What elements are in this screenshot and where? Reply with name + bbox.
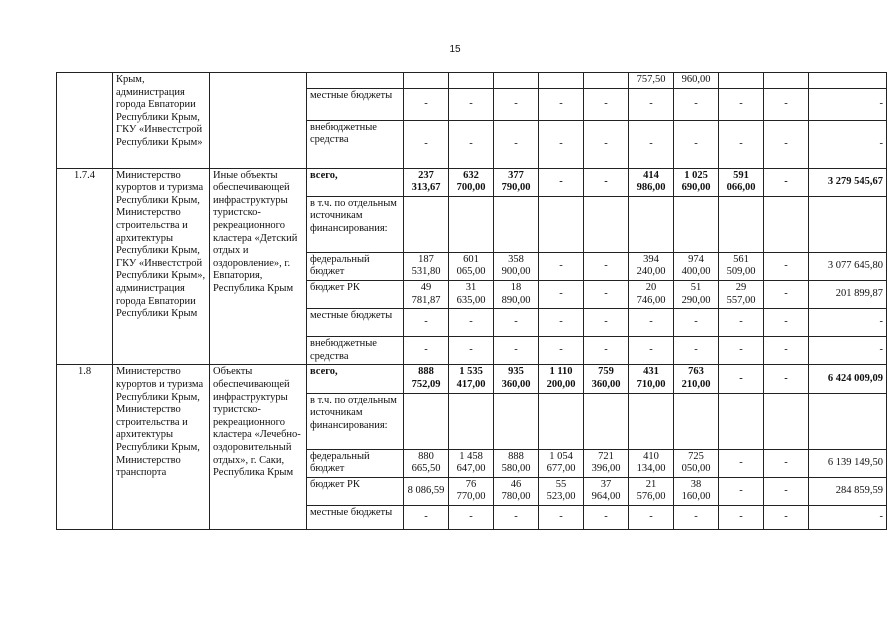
year-value: -	[494, 309, 539, 337]
table-row	[57, 365, 887, 393]
year-value: -	[674, 88, 719, 120]
year-value: -	[629, 309, 674, 337]
total-value	[809, 73, 887, 89]
year-value: -	[449, 337, 494, 365]
year-value: -	[764, 120, 809, 168]
table-row	[57, 168, 887, 196]
year-value	[494, 393, 539, 449]
row-number: 1.8	[57, 365, 113, 530]
executor-cell: Министерство курортов и туризма Республики Крым, Министерство строительства и архитектуры Республики Крым, Министерство транспорта	[113, 365, 210, 530]
year-value: 358 900,00	[494, 252, 539, 280]
year-value: -	[539, 505, 584, 529]
year-value	[764, 196, 809, 252]
year-value: -	[719, 477, 764, 505]
year-value: 721 396,00	[584, 449, 629, 477]
year-value: -	[584, 280, 629, 308]
year-value: 960,00	[674, 73, 719, 89]
year-value: -	[764, 505, 809, 529]
year-value: -	[449, 120, 494, 168]
row-number	[57, 73, 113, 169]
year-value: 1 458 647,00	[449, 449, 494, 477]
year-value: -	[449, 309, 494, 337]
year-value: 757,50	[629, 73, 674, 89]
year-value: -	[764, 309, 809, 337]
year-value: -	[404, 337, 449, 365]
year-value: 46 780,00	[494, 477, 539, 505]
year-value: -	[404, 88, 449, 120]
year-value	[584, 196, 629, 252]
year-value: -	[539, 168, 584, 196]
year-value: 414 986,00	[629, 168, 674, 196]
year-value: -	[404, 120, 449, 168]
year-value: -	[629, 337, 674, 365]
year-value: -	[719, 505, 764, 529]
year-value: -	[674, 337, 719, 365]
object-cell	[210, 73, 307, 169]
object-cell: Объекты обеспечивающей инфраструктуры туристско-рекреационного кластера «Лечебно-оздоровительный отдых», г. Саки, Республика Крым	[210, 365, 307, 530]
total-value: 6 139 149,50	[809, 449, 887, 477]
executor-cell: Министерство курортов и туризма Республики Крым, Министерство строительства и архитектуры Республики Крым, ГКУ «Инвестстрой Республики Крым», администрация города Евпатории Республики Крым	[113, 168, 210, 365]
year-value: 394 240,00	[629, 252, 674, 280]
year-value: -	[764, 252, 809, 280]
year-value: 187 531,80	[404, 252, 449, 280]
financing-table	[56, 72, 887, 530]
year-value	[404, 393, 449, 449]
year-value: 76 770,00	[449, 477, 494, 505]
year-value: -	[539, 337, 584, 365]
total-value: 3 077 645,80	[809, 252, 887, 280]
year-value: 8 086,59	[404, 477, 449, 505]
year-value: -	[719, 309, 764, 337]
year-value	[404, 196, 449, 252]
source-label: местные бюджеты	[307, 309, 404, 337]
year-value: -	[674, 309, 719, 337]
year-value: -	[584, 505, 629, 529]
year-value: 725 050,00	[674, 449, 719, 477]
total-value	[809, 393, 887, 449]
year-value	[539, 393, 584, 449]
year-value	[674, 393, 719, 449]
year-value	[449, 393, 494, 449]
year-value	[539, 73, 584, 89]
year-value: 410 134,00	[629, 449, 674, 477]
year-value: 18 890,00	[494, 280, 539, 308]
year-value: -	[764, 168, 809, 196]
year-value: 49 781,87	[404, 280, 449, 308]
year-value	[584, 393, 629, 449]
table-row	[57, 73, 887, 89]
year-value: -	[584, 337, 629, 365]
year-value: -	[539, 88, 584, 120]
year-value: -	[449, 505, 494, 529]
year-value: 763 210,00	[674, 365, 719, 393]
year-value: -	[719, 337, 764, 365]
year-value	[449, 73, 494, 89]
year-value: 21 576,00	[629, 477, 674, 505]
year-value: -	[719, 120, 764, 168]
year-value	[719, 393, 764, 449]
year-value: -	[494, 120, 539, 168]
year-value	[629, 393, 674, 449]
year-value: 888 752,09	[404, 365, 449, 393]
source-label: внебюджетные средства	[307, 337, 404, 365]
year-value: 1 025 690,00	[674, 168, 719, 196]
total-value: -	[809, 337, 887, 365]
year-value: 935 360,00	[494, 365, 539, 393]
year-value: 1 054 677,00	[539, 449, 584, 477]
year-value	[494, 73, 539, 89]
source-label: бюджет РК	[307, 477, 404, 505]
year-value: -	[584, 168, 629, 196]
year-value	[764, 73, 809, 89]
year-value: -	[764, 280, 809, 308]
total-value: 284 859,59	[809, 477, 887, 505]
total-value: 3 279 545,67	[809, 168, 887, 196]
year-value: 51 290,00	[674, 280, 719, 308]
source-label: в т.ч. по отдельным источникам финансирования:	[307, 196, 404, 252]
year-value: 974 400,00	[674, 252, 719, 280]
year-value: -	[584, 120, 629, 168]
executor-cell: Крым, администрация города Евпатории Республики Крым, ГКУ «Инвестстрой Республики Крым»	[113, 73, 210, 169]
year-value	[449, 196, 494, 252]
object-cell: Иные объекты обеспечивающей инфраструктуры туристско-рекреационного кластера «Детский отдых и оздоровление», г. Евпатория, Республика Крым	[210, 168, 307, 365]
source-label: местные бюджеты	[307, 505, 404, 529]
total-value: -	[809, 505, 887, 529]
source-label: федеральный бюджет	[307, 449, 404, 477]
total-value	[809, 196, 887, 252]
year-value: 1 535 417,00	[449, 365, 494, 393]
year-value: 1 110 200,00	[539, 365, 584, 393]
source-label: федеральный бюджет	[307, 252, 404, 280]
year-value: -	[494, 337, 539, 365]
year-value	[719, 73, 764, 89]
year-value: -	[719, 88, 764, 120]
year-value: -	[764, 449, 809, 477]
row-number: 1.7.4	[57, 168, 113, 365]
source-label: местные бюджеты	[307, 88, 404, 120]
year-value: -	[674, 120, 719, 168]
total-value: 6 424 009,09	[809, 365, 887, 393]
year-value: -	[629, 505, 674, 529]
year-value	[494, 196, 539, 252]
year-value: 880 665,50	[404, 449, 449, 477]
year-value	[539, 196, 584, 252]
year-value: -	[719, 449, 764, 477]
total-value: -	[809, 309, 887, 337]
year-value: 888 580,00	[494, 449, 539, 477]
source-label: внебюджетные средства	[307, 120, 404, 168]
page-number: 15	[449, 44, 461, 55]
year-value: -	[764, 365, 809, 393]
year-value: -	[539, 280, 584, 308]
source-label: бюджет РК	[307, 280, 404, 308]
year-value: -	[719, 365, 764, 393]
year-value: 561 509,00	[719, 252, 764, 280]
source-label	[307, 73, 404, 89]
year-value: -	[764, 88, 809, 120]
year-value: 31 635,00	[449, 280, 494, 308]
year-value	[584, 73, 629, 89]
year-value: 632 700,00	[449, 168, 494, 196]
year-value: -	[764, 477, 809, 505]
year-value: -	[404, 309, 449, 337]
year-value: 38 160,00	[674, 477, 719, 505]
year-value: -	[584, 252, 629, 280]
year-value: 29 557,00	[719, 280, 764, 308]
year-value: -	[584, 309, 629, 337]
year-value: 377 790,00	[494, 168, 539, 196]
year-value: -	[764, 337, 809, 365]
year-value: 601 065,00	[449, 252, 494, 280]
year-value	[404, 73, 449, 89]
year-value: -	[539, 120, 584, 168]
year-value: 759 360,00	[584, 365, 629, 393]
year-value: -	[674, 505, 719, 529]
total-value: -	[809, 120, 887, 168]
year-value: 591 066,00	[719, 168, 764, 196]
year-value: -	[629, 120, 674, 168]
year-value: -	[539, 309, 584, 337]
source-label: всего,	[307, 168, 404, 196]
year-value: 20 746,00	[629, 280, 674, 308]
year-value: 55 523,00	[539, 477, 584, 505]
year-value: -	[584, 88, 629, 120]
year-value: 237 313,67	[404, 168, 449, 196]
year-value: -	[494, 505, 539, 529]
year-value	[674, 196, 719, 252]
year-value	[764, 393, 809, 449]
year-value: 37 964,00	[584, 477, 629, 505]
year-value: -	[494, 88, 539, 120]
year-value: -	[539, 252, 584, 280]
total-value: -	[809, 88, 887, 120]
year-value	[719, 196, 764, 252]
year-value: -	[404, 505, 449, 529]
source-label: в т.ч. по отдельным источникам финансирования:	[307, 393, 404, 449]
year-value: -	[449, 88, 494, 120]
total-value: 201 899,87	[809, 280, 887, 308]
year-value	[629, 196, 674, 252]
year-value: -	[629, 88, 674, 120]
source-label: всего,	[307, 365, 404, 393]
year-value: 431 710,00	[629, 365, 674, 393]
